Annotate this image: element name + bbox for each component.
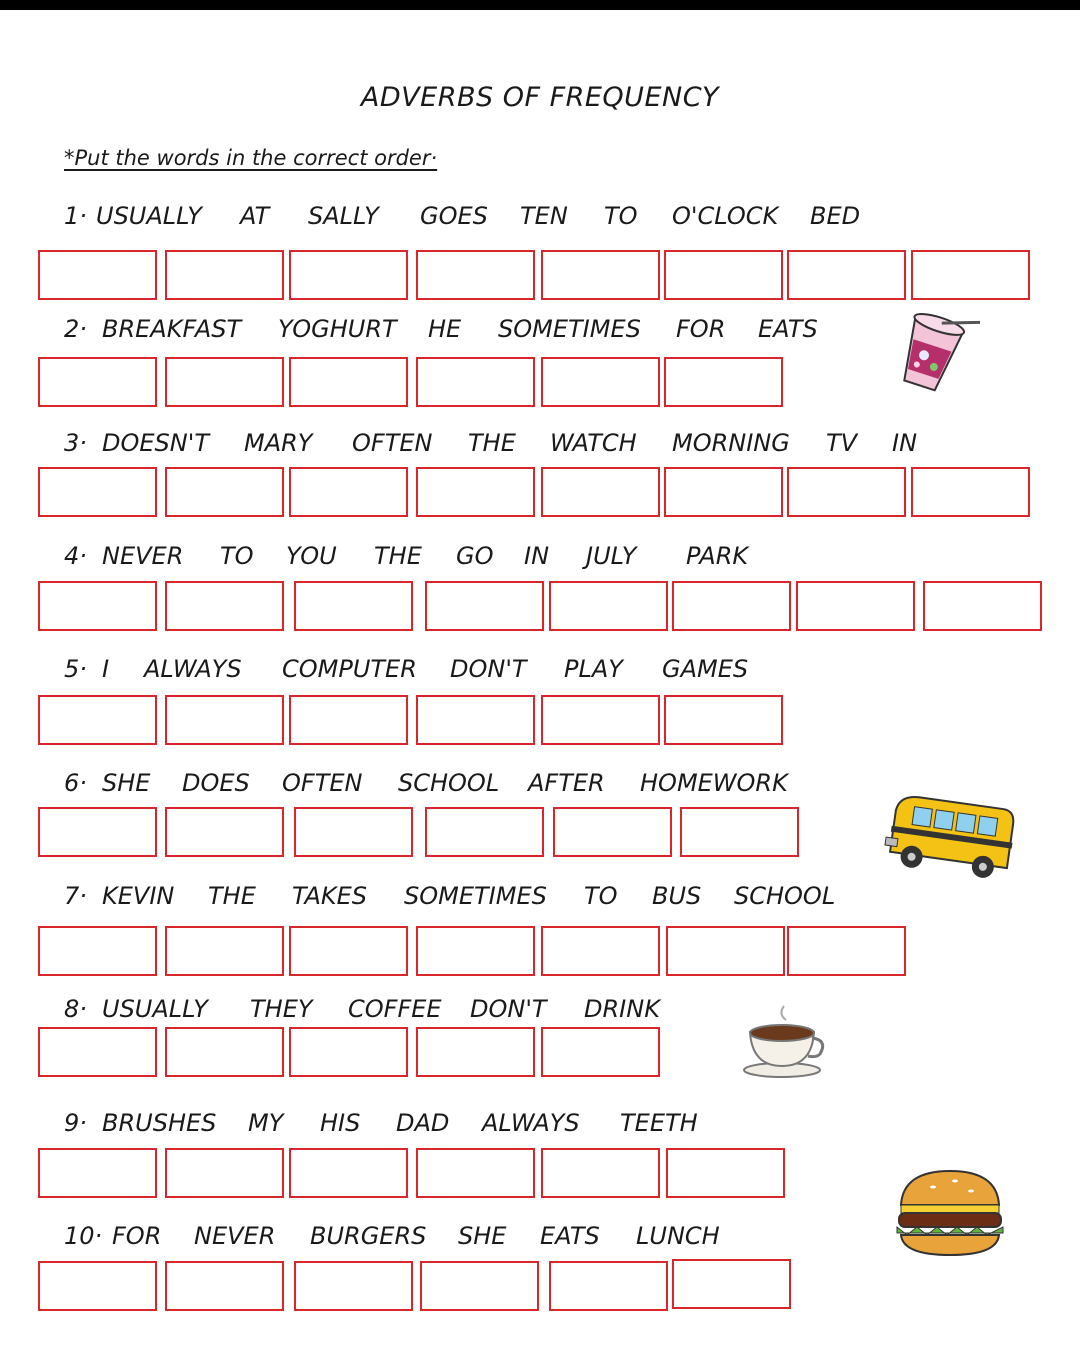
answer-box[interactable] — [416, 695, 535, 745]
answer-box[interactable] — [911, 467, 1030, 517]
answer-box[interactable] — [664, 467, 783, 517]
answer-box[interactable] — [289, 1148, 408, 1198]
answer-box[interactable] — [38, 1261, 157, 1311]
answer-box[interactable] — [165, 1027, 284, 1077]
word: JULY — [586, 542, 637, 570]
answer-box[interactable] — [416, 250, 535, 300]
word: FOR — [112, 1222, 162, 1250]
answer-box[interactable] — [294, 807, 413, 857]
answer-box[interactable] — [425, 581, 544, 631]
word: HOMEWORK — [640, 769, 788, 797]
word: COFFEE — [348, 995, 442, 1023]
answer-box[interactable] — [549, 581, 668, 631]
question-number: 7· — [64, 882, 87, 910]
answer-box[interactable] — [165, 467, 284, 517]
answer-box[interactable] — [541, 926, 660, 976]
word: USUALLY — [102, 995, 208, 1023]
answer-box[interactable] — [787, 926, 906, 976]
word: BURGERS — [310, 1222, 427, 1250]
answer-box[interactable] — [165, 1148, 284, 1198]
answer-box[interactable] — [911, 250, 1030, 300]
answer-box[interactable] — [165, 357, 284, 407]
answer-box[interactable] — [38, 926, 157, 976]
answer-box[interactable] — [416, 467, 535, 517]
answer-box[interactable] — [787, 467, 906, 517]
question-number: 9· — [64, 1109, 87, 1137]
answer-box[interactable] — [38, 807, 157, 857]
word: IN — [524, 542, 550, 570]
answer-box[interactable] — [289, 1027, 408, 1077]
word: USUALLY — [96, 202, 202, 230]
word: THEY — [250, 995, 313, 1023]
word: THE — [374, 542, 422, 570]
word: TV — [826, 429, 858, 457]
word: BREAKFAST — [102, 315, 242, 343]
answer-box[interactable] — [294, 581, 413, 631]
word: DON'T — [450, 655, 527, 683]
word: YOU — [286, 542, 337, 570]
word: SHE — [102, 769, 151, 797]
word: THE — [468, 429, 516, 457]
answer-box[interactable] — [672, 1259, 791, 1309]
word: FOR — [676, 315, 726, 343]
question-number: 4· — [64, 542, 87, 570]
word: TAKES — [292, 882, 368, 910]
word: DAD — [396, 1109, 450, 1137]
question-number: 3· — [64, 429, 87, 457]
burger-illustration — [893, 1165, 1007, 1261]
answer-box[interactable] — [541, 357, 660, 407]
word: SOMETIMES — [498, 315, 641, 343]
word: MY — [248, 1109, 284, 1137]
answer-box[interactable] — [425, 807, 544, 857]
answer-box[interactable] — [38, 467, 157, 517]
word: LUNCH — [636, 1222, 720, 1250]
answer-box[interactable] — [38, 1027, 157, 1077]
answer-box[interactable] — [289, 467, 408, 517]
word: BUS — [652, 882, 702, 910]
word: PLAY — [564, 655, 623, 683]
word: DON'T — [470, 995, 547, 1023]
word: PARK — [686, 542, 749, 570]
word: TEN — [520, 202, 568, 230]
answer-box[interactable] — [549, 1261, 668, 1311]
answer-box[interactable] — [672, 581, 791, 631]
word: AT — [240, 202, 270, 230]
answer-box[interactable] — [541, 1148, 660, 1198]
answer-box[interactable] — [38, 695, 157, 745]
answer-box[interactable] — [165, 581, 284, 631]
word: EATS — [540, 1222, 600, 1250]
word: HE — [428, 315, 462, 343]
word: DRINK — [584, 995, 660, 1023]
question-number: 2· — [64, 315, 87, 343]
answer-box[interactable] — [416, 926, 535, 976]
question-number: 10· — [64, 1222, 103, 1250]
instruction-text: *Put the words in the correct order· — [64, 146, 438, 170]
word: EATS — [758, 315, 818, 343]
answer-box[interactable] — [420, 1261, 539, 1311]
word: BRUSHES — [102, 1109, 217, 1137]
answer-box[interactable] — [923, 581, 1042, 631]
answer-box[interactable] — [796, 581, 915, 631]
answer-box[interactable] — [38, 1148, 157, 1198]
answer-box[interactable] — [38, 250, 157, 300]
word: NEVER — [102, 542, 184, 570]
answer-box[interactable] — [541, 1027, 660, 1077]
word: TO — [604, 202, 638, 230]
word: HIS — [320, 1109, 361, 1137]
word: ALWAYS — [144, 655, 242, 683]
word: GOES — [420, 202, 488, 230]
answer-box[interactable] — [680, 807, 799, 857]
answer-box[interactable] — [666, 1148, 785, 1198]
answer-box[interactable] — [664, 357, 783, 407]
school-bus-illustration — [880, 790, 1020, 895]
top-bar — [0, 0, 1080, 10]
answer-box[interactable] — [541, 250, 660, 300]
word: AFTER — [528, 769, 605, 797]
answer-box[interactable] — [165, 695, 284, 745]
word: SCHOOL — [398, 769, 500, 797]
question-number: 8· — [64, 995, 87, 1023]
word: DOES — [182, 769, 250, 797]
word: DOESN'T — [102, 429, 209, 457]
word: OFTEN — [352, 429, 433, 457]
answer-box[interactable] — [664, 695, 783, 745]
answer-box[interactable] — [666, 926, 785, 976]
answer-box[interactable] — [294, 1261, 413, 1311]
answer-box[interactable] — [289, 250, 408, 300]
word: I — [102, 655, 110, 683]
worksheet-title: ADVERBS OF FREQUENCY — [360, 82, 720, 113]
coffee-cup-illustration — [740, 1000, 832, 1080]
answer-box[interactable] — [165, 807, 284, 857]
word: KEVIN — [102, 882, 175, 910]
word: OFTEN — [282, 769, 363, 797]
answer-box[interactable] — [664, 250, 783, 300]
word: ALWAYS — [482, 1109, 580, 1137]
answer-box[interactable] — [38, 581, 157, 631]
word: GO — [456, 542, 494, 570]
word: TEETH — [620, 1109, 698, 1137]
word: THE — [208, 882, 256, 910]
answer-box[interactable] — [416, 357, 535, 407]
word: COMPUTER — [282, 655, 417, 683]
word: BED — [810, 202, 861, 230]
answer-box[interactable] — [541, 695, 660, 745]
word: SOMETIMES — [404, 882, 547, 910]
answer-box[interactable] — [289, 357, 408, 407]
yoghurt-cup-illustration — [880, 305, 980, 400]
question-number: 5· — [64, 655, 87, 683]
answer-box[interactable] — [416, 1027, 535, 1077]
word: YOGHURT — [278, 315, 397, 343]
answer-box[interactable] — [165, 926, 284, 976]
question-number: 1· — [64, 202, 87, 230]
answer-box[interactable] — [787, 250, 906, 300]
word: SHE — [458, 1222, 507, 1250]
word: GAMES — [662, 655, 749, 683]
answer-box[interactable] — [165, 1261, 284, 1311]
word: IN — [892, 429, 918, 457]
answer-box[interactable] — [416, 1148, 535, 1198]
word: WATCH — [550, 429, 637, 457]
word: SALLY — [308, 202, 379, 230]
answer-box[interactable] — [165, 250, 284, 300]
question-number: 6· — [64, 769, 87, 797]
word: MORNING — [672, 429, 790, 457]
word: NEVER — [194, 1222, 276, 1250]
word: TO — [584, 882, 618, 910]
word: SCHOOL — [734, 882, 836, 910]
answer-box[interactable] — [289, 695, 408, 745]
answer-box[interactable] — [553, 807, 672, 857]
answer-box[interactable] — [541, 467, 660, 517]
answer-box[interactable] — [38, 357, 157, 407]
answer-box[interactable] — [289, 926, 408, 976]
word: O'CLOCK — [672, 202, 779, 230]
word: MARY — [244, 429, 313, 457]
word: TO — [220, 542, 254, 570]
